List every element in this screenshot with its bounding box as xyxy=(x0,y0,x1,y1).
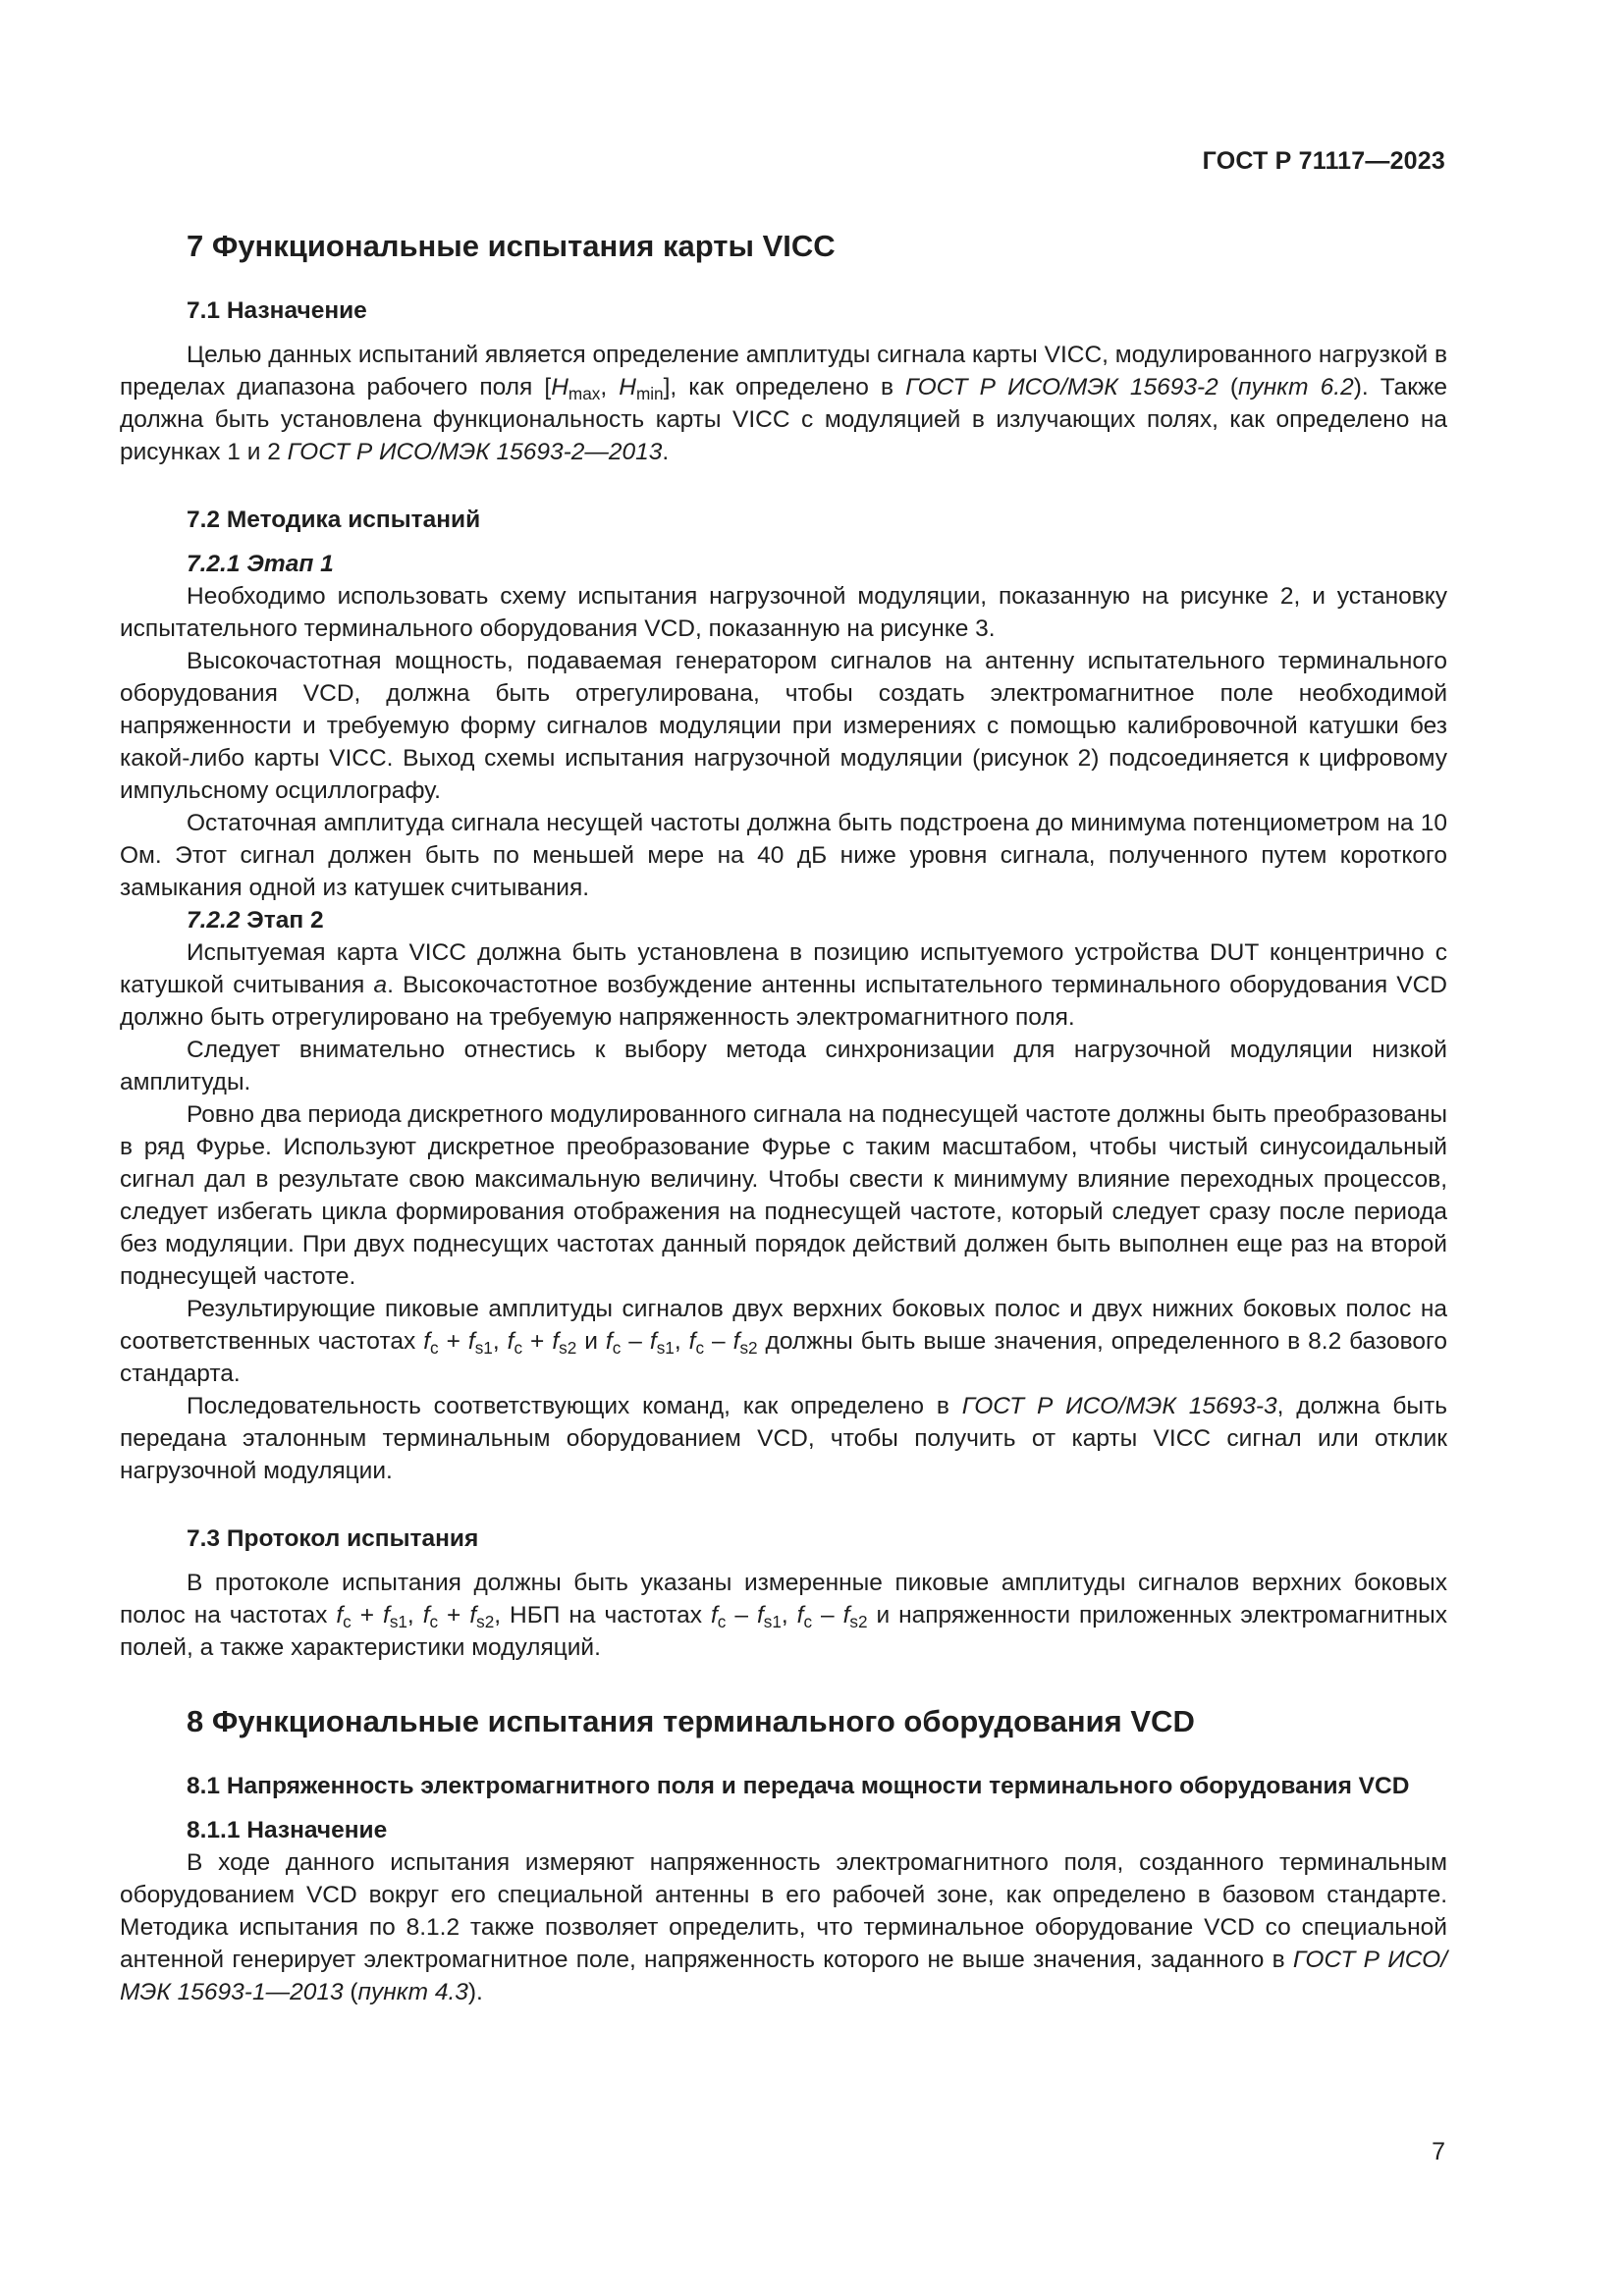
paragraph-7-2-1-b: Высокочастотная мощность, подаваемая генератором сигналов на антенну испытательного терминального оборудования VCD, должна быть отрегулирована, чтобы создать электромагнитное поле необходимой напряженности и требуемую форму сигналов модуляции при измерениях с помощью калибровочной катушки без какой-либо карты VICC. Выход схемы испытания нагрузочной модуляции (рисунок 2) подсоединяется к цифровому импульсному осциллографу. xyxy=(120,648,1447,804)
page-number: 7 xyxy=(1432,2138,1445,2165)
subsection-8-1-1-title: 8.1.1 Назначение xyxy=(187,1817,388,1843)
page-content xyxy=(120,228,1447,2008)
paragraph-7-2-1-a: Необходимо использовать схему испытания нагрузочной модуляции, показанную на рисунке 2, и установку испытательного терминального оборудования VCD, показанную на рисунке 3. xyxy=(120,583,1447,642)
step-7-2-2-title: 7.2.2 Этап 2 xyxy=(187,907,324,934)
paragraph-7-2-2-d: Результирующие пиковые амплитуды сигналов двух верхних боковых полос и двух нижних боковых полос на соответственных частотах $f_c + f_{s1}$, $f_c + f_{s2}$ и $f_c - f_{s1}$, $f_c - f_{s2}$ должны быть выше значения, определенного в 8.2 базового стандарта. xyxy=(120,1296,1447,1387)
paragraph-7-2-2-c: Ровно два периода дискретного модулированного сигнала на поднесущей частоте должны быть преобразованы в ряд Фурье. Используют дискретное преобразование Фурье с таким масштабом, чтобы чистый синусоидальный сигнал дал в результате свою максимальную величину. Чтобы свести к минимуму влияние переходных процессов, следует избегать цикла формирования отображения на поднесущей частоте, который следует сразу после периода без модуляции. При двух поднесущих частотах данный порядок действий должен быть выполнен еще раз на второй поднесущей частоте. xyxy=(120,1101,1447,1290)
section-8-title: 8 Функциональные испытания терминального оборудования VCD xyxy=(187,1704,1195,1738)
section-7-title: 7 Функциональные испытания карты VICC xyxy=(187,229,836,263)
paragraph-7-2-1-c: Остаточная амплитуда сигнала несущей частоты должна быть подстроена до минимума потенциометром на 10 Ом. Этот сигнал должен быть по меньшей мере на 40 дБ ниже уровня сигнала, полученного путем короткого замыкания одной из катушек считывания. xyxy=(120,810,1447,901)
subsection-7-1-title: 7.1 Назначение xyxy=(187,297,367,324)
paragraph-7-1: Целью данных испытаний является определение амплитуды сигнала карты VICC, модулированного нагрузкой в пределах диапазона рабочего поля [$H_{max}$, $H_{min}$], как определено в ГОСТ Р ИСО/МЭК 15693-2 (пункт 6.2). Также должна быть установлена функциональность карты VICC с модуляцией в излучающих полях, как определено на рисунках 1 и 2 ГОСТ Р ИСО/МЭК 15693-2—2013. xyxy=(120,342,1448,465)
paragraph-7-3: В протоколе испытания должны быть указаны измеренные пиковые амплитуды сигналов верхних боковых полос на частотах $f_c + f_{s1}$, $f_c + f_{s2}$, НБП на частотах $f_c - f_{s1}$, $f_c - f_{s2}$ и напряженности приложенных электромагнитных полей, а также характеристики модуляций. xyxy=(120,1570,1447,1661)
subsection-8-1-title: 8.1 Напряженность электромагнитного поля и передача мощности терминального оборудования VCD xyxy=(187,1773,1410,1799)
step-7-2-1-title: 7.2.1 Этап 1 xyxy=(187,551,334,577)
paragraph-7-2-2-b: Следует внимательно отнестись к выбору метода синхронизации для нагрузочной модуляции низкой амплитуды. xyxy=(120,1037,1447,1095)
paragraph-7-2-2-a: Испытуемая карта VICC должна быть установлена в позицию испытуемого устройства DUT концентрично с катушкой считывания а. Высокочастотное возбуждение антенны испытательного терминального оборудования VCD должно быть отрегулировано на требуемую напряженность электромагнитного поля. xyxy=(120,939,1447,1031)
subsection-7-3-title: 7.3 Протокол испытания xyxy=(187,1525,479,1552)
subsection-7-2-title: 7.2 Методика испытаний xyxy=(187,507,481,533)
paragraph-8-1-1: В ходе данного испытания измеряют напряженность электромагнитного поля, созданного терминальным оборудованием VCD вокруг его специальной антенны в его рабочей зоне, как определено в базовом стандарте. Методика испытания по 8.1.2 также позволяет определить, что терминальное оборудование VCD со специальной антенной генерирует электромагнитное поле, напряженность которого не выше значения, заданного в ГОСТ Р ИСО/МЭК 15693-1—2013 (пункт 4.3). xyxy=(120,1849,1447,2005)
document-code: ГОСТ Р 71117—2023 xyxy=(1202,147,1445,175)
paragraph-7-2-2-e: Последовательность соответствующих команд, как определено в ГОСТ Р ИСО/МЭК 15693-3, должна быть передана эталонным терминальным оборудованием VCD, чтобы получить от карты VICC сигнал или отклик нагрузочной модуляции. xyxy=(120,1393,1447,1484)
